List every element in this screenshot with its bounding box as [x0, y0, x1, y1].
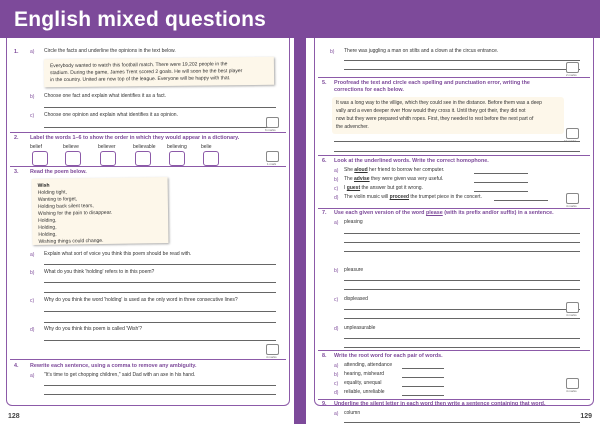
q6b-letter: b) [334, 177, 339, 183]
answer-line[interactable] [44, 311, 276, 312]
answer-line[interactable] [344, 69, 580, 70]
note-line[interactable]: in the country. United are now top of the league. Everyone will be happy with that. [50, 75, 231, 84]
underlined-word: guest [346, 185, 361, 191]
answer-line[interactable] [44, 107, 276, 108]
q9a-letter: a) [334, 411, 339, 417]
q2-word: belie [201, 144, 212, 150]
q4-number: 4. [14, 363, 19, 369]
answer-line[interactable] [402, 368, 444, 369]
passage-line[interactable]: It was a long way to the villige, which they could see in the distance. Before them was a deep [336, 100, 542, 106]
answer-line[interactable] [344, 233, 580, 234]
q2-word: believing [167, 144, 187, 150]
page-title: English mixed questions [14, 8, 266, 31]
q8c-words: equality, unequal [344, 380, 382, 386]
poem-line: Wishing things could change. [38, 237, 104, 245]
divider [10, 166, 286, 167]
q3-text: Read the poem below. [30, 169, 87, 175]
q6c-letter: c) [334, 186, 339, 192]
poem-title: Wish [37, 182, 50, 189]
q7d-letter: d) [334, 326, 339, 332]
proofread-passage [332, 97, 564, 134]
answer-line[interactable] [474, 182, 528, 183]
q1-marks-box[interactable] [266, 117, 279, 128]
q1a-letter: a) [30, 49, 35, 55]
order-box[interactable] [32, 151, 48, 166]
divider [10, 359, 286, 360]
q8-marks-label: 4 marks [566, 389, 577, 393]
q7-marks-label: 4 marks [566, 313, 577, 317]
answer-line[interactable] [402, 377, 444, 378]
q8-text: Write the root word for each pair of words. [334, 353, 443, 359]
page-number: 129 [580, 413, 592, 420]
q6a-letter: a) [334, 168, 339, 174]
poem-line: Holding tight, [37, 189, 67, 196]
divider [10, 132, 286, 133]
q1-marks-label: 6 marks [265, 128, 276, 132]
poem-note [32, 177, 169, 245]
q8a-words: attending, attendance [344, 362, 393, 368]
q3c-text: Why do you think the word 'holding' is used as the only word in three consecutive lines? [44, 297, 238, 303]
answer-line[interactable] [44, 127, 276, 128]
q1b-letter: b) [30, 94, 35, 100]
answer-line[interactable] [344, 309, 580, 310]
q7a-letter: a) [334, 220, 339, 226]
q4b-letter: b) [330, 49, 335, 55]
q7d-word: unpleasurable [344, 325, 376, 331]
q5-text-2: corrections for each below. [334, 87, 404, 93]
q8-number: 8. [322, 353, 327, 359]
q6-number: 6. [322, 158, 327, 164]
q6-marks-label: 4 marks [566, 204, 577, 208]
q4-marks-label: 2 marks [566, 73, 577, 77]
poem-line: Wishing for the pain to disappear. [37, 209, 113, 217]
answer-line[interactable] [44, 292, 276, 293]
answer-line[interactable] [44, 385, 276, 386]
answer-line[interactable] [344, 251, 580, 252]
q4-text: Rewrite each sentence, using a comma to remove any ambiguity. [30, 363, 197, 369]
q3a-letter: a) [30, 252, 35, 258]
underlined-word: advise [354, 176, 370, 182]
answer-line[interactable] [44, 322, 276, 323]
q9a-word: column [344, 410, 361, 416]
passage-line[interactable]: the advencher. [336, 124, 369, 130]
q9-text: Underline the silent letter in each word then write a sentence containing that word. [334, 401, 546, 407]
fact-opinion-note [44, 57, 274, 87]
divider [318, 399, 590, 400]
q4-marks-box[interactable] [566, 62, 579, 73]
q3d-text: Why do you think this poem is called 'Wish'? [44, 326, 143, 332]
q3-number: 3. [14, 169, 19, 175]
answer-line[interactable] [334, 141, 580, 142]
q1c-letter: c) [30, 113, 35, 119]
divider [318, 155, 590, 156]
answer-line[interactable] [44, 394, 276, 395]
poem-line: Holding, [38, 224, 57, 231]
order-box[interactable] [169, 151, 185, 166]
q8c-letter: c) [334, 381, 339, 387]
order-box[interactable] [65, 151, 81, 166]
q1c-text: Choose one opinion and explain what identifies it as opinion. [44, 112, 178, 118]
q5-marks-box[interactable] [566, 128, 579, 139]
q4a-letter: a) [30, 373, 35, 379]
answer-line[interactable] [402, 395, 444, 396]
q3b-letter: b) [30, 270, 35, 276]
q6d-letter: d) [334, 195, 339, 201]
q6d-sentence: The violin music will proceed the trumpet piece in the concert. [344, 194, 482, 200]
q9-number: 9. [322, 401, 327, 407]
answer-line[interactable] [494, 200, 548, 201]
emphasised-word: please [425, 210, 443, 216]
q3b-text: What do you think 'holding' refers to in this poem? [44, 269, 155, 275]
q7-text: Use each given version of the word please (with its prefix and/or suffix) in a sentence. [334, 210, 554, 216]
q2-marks-label: 1 mark [267, 162, 277, 166]
q1a-text: Circle the facts and underline the opinions in the text below. [44, 48, 176, 54]
answer-line[interactable] [344, 242, 580, 243]
q7c-word: displeased [344, 296, 368, 302]
q6-text: Look at the underlined words. Write the correct homophone. [334, 158, 489, 164]
answer-line[interactable] [344, 318, 580, 319]
q8b-letter: b) [334, 372, 339, 378]
answer-line[interactable] [344, 338, 580, 339]
q7b-letter: b) [334, 268, 339, 274]
q6a-sentence: She aloud her friend to borrow her computer. [344, 167, 445, 173]
q4b-text: There was juggling a man on stilts and a clown at the circus entrance. [344, 48, 499, 54]
q1b-text: Choose one fact and explain what identifies it as a fact. [44, 93, 167, 99]
divider [318, 77, 590, 78]
q8d-letter: d) [334, 390, 339, 396]
q2-text: Label the words 1–6 to show the order in which they would appear in a dictionary. [30, 135, 240, 141]
passage-line[interactable]: now but they were prepared whith ropes. First, they needed to rest before the next part of [336, 116, 534, 122]
note-line[interactable]: Everybody wanted to watch this football match. There were 19,202 people in the [49, 61, 228, 70]
poem-line: Holding, [38, 217, 57, 224]
q2-word: believe [63, 144, 79, 150]
q7c-letter: c) [334, 297, 339, 303]
answer-line[interactable] [474, 173, 528, 174]
q2-word: believer [98, 144, 116, 150]
q8-marks-box[interactable] [566, 378, 579, 389]
answer-line[interactable] [44, 264, 276, 265]
note-line[interactable]: stadium. During the game, James Trent scored 2 goals. He will soon be the best player [49, 68, 243, 77]
answer-line[interactable] [344, 347, 580, 348]
answer-line[interactable] [344, 422, 580, 423]
poem-line: Wanting to forget, [37, 196, 78, 203]
q6c-sentence: I guest the answer but got it wrong. [344, 185, 423, 191]
q8d-words: reliable, unreliable [344, 389, 385, 395]
q3a-text: Explain what sort of voice you think this poem should be read with. [44, 251, 192, 257]
q7a-word: pleasing [344, 219, 363, 225]
divider [318, 350, 590, 351]
q3-marks-box[interactable] [266, 344, 279, 355]
q5-number: 5. [322, 80, 327, 86]
q7-number: 7. [322, 210, 327, 216]
underlined-word: proceed [389, 194, 410, 200]
answer-line[interactable] [474, 191, 528, 192]
q3d-letter: d) [30, 327, 35, 333]
order-box[interactable] [100, 151, 116, 166]
q2-word: belief [30, 144, 42, 150]
q5-text-1: Proofread the text and circle each spelling and punctuation error, writing the [334, 80, 530, 86]
answer-line[interactable] [344, 289, 580, 290]
q2-word: believable [133, 144, 156, 150]
order-box[interactable] [203, 151, 219, 166]
right-page [306, 38, 600, 424]
poem-line: Holding back silent tears, [37, 203, 94, 210]
q3-marks-label: 4 marks [266, 355, 277, 359]
order-box[interactable] [135, 151, 151, 166]
q8a-letter: a) [334, 363, 339, 369]
page-number: 128 [8, 413, 20, 420]
q2-marks-box[interactable] [266, 151, 279, 162]
answer-line[interactable] [402, 386, 444, 387]
answer-line[interactable] [344, 280, 580, 281]
left-page [0, 38, 294, 424]
divider [318, 208, 590, 209]
q1-number: 1. [14, 49, 19, 55]
q7b-word: pleasure [344, 267, 364, 273]
answer-line[interactable] [44, 340, 276, 341]
q3c-letter: c) [30, 298, 35, 304]
answer-line[interactable] [44, 282, 276, 283]
q6b-sentence: The advise they were given was very useful. [344, 176, 444, 182]
answer-line[interactable] [344, 60, 580, 61]
q7-marks-box[interactable] [566, 302, 579, 313]
answer-line[interactable] [334, 151, 580, 152]
passage-line[interactable]: vally and a even deeper river How would they cross it. Until they got their, they did not [336, 108, 526, 114]
q6-marks-box[interactable] [566, 193, 579, 204]
q4a-text: "It's time to get chopping children," said Dad with an axe in his hand. [44, 372, 196, 378]
underlined-word: aloud [354, 167, 368, 173]
poem-line: Holding, [38, 231, 57, 238]
q8b-words: hearing, misheard [344, 371, 385, 377]
q2-number: 2. [14, 135, 19, 141]
q5-marks-label: 10 marks [564, 139, 577, 143]
